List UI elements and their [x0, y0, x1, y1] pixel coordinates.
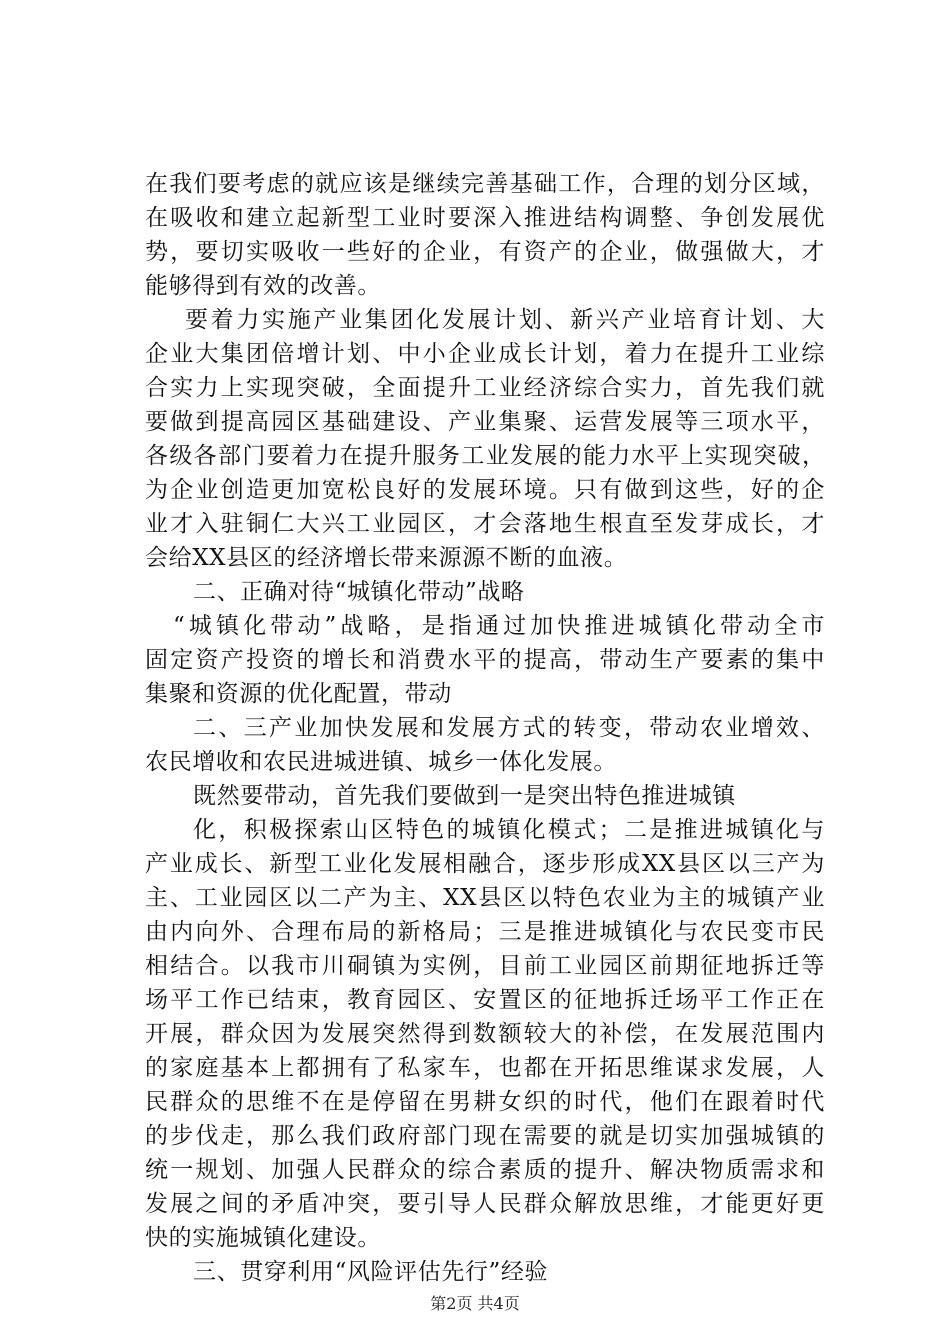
text-line: 的家庭基本上都拥有了私家车，也都在开拓思维谋求发展，人: [145, 1055, 825, 1081]
text-line: 势，要切实吸收一些好的企业，有资产的企业，做强做大，才: [145, 239, 825, 265]
text-line: 能够得到有效的改善。: [145, 273, 381, 299]
paragraph-start-line: 二、三产业加快发展和发展方式的转变，带动农业增效、: [193, 715, 825, 741]
paragraph-start-line: 要着力实施产业集团化发展计划、新兴产业培育计划、大: [185, 307, 825, 333]
text-line: 合实力上实现突破，全面提升工业经济综合实力，首先我们就: [145, 375, 825, 401]
text-line: 农民增收和农民进城进镇、城乡一体化发展。: [145, 749, 617, 775]
text-line: 快的实施城镇化建设。: [145, 1225, 381, 1251]
text-line: 的步伐走，那么我们政府部门现在需要的就是切实加强城镇的: [145, 1123, 825, 1149]
text-line: 集聚和资源的优化配置，带动: [145, 681, 452, 707]
text-line: 要做到提高园区基础建设、产业集聚、运营发展等三项水平，: [145, 409, 825, 435]
section-heading: 二、正确对待“城镇化带动”战略: [193, 579, 525, 605]
text-line: 开展，群众因为发展突然得到数额较大的补偿，在发展范围内: [145, 1021, 825, 1047]
text-line: 民群众的思维不在是停留在男耕女织的时代，他们在跟着时代: [145, 1089, 825, 1115]
text-line: 在我们要考虑的就应该是继续完善基础工作，合理的划分区域，: [145, 171, 825, 197]
page-number-footer: 第2页 共4页: [430, 1294, 520, 1313]
paragraph-start-line: 既然要带动，首先我们要做到一是突出特色推进城镇: [193, 783, 736, 809]
text-line: 场平工作已结束，教育园区、安置区的征地拆迁场平工作正在: [145, 987, 825, 1013]
text-line: 由内向外、合理布局的新格局；三是推进城镇化与农民变市民: [145, 919, 825, 945]
text-line: 业才入驻铜仁大兴工业园区，才会落地生根直至发芽成长，才: [145, 511, 825, 537]
text-line: 统一规划、加强人民群众的综合素质的提升、解决物质需求和: [145, 1157, 825, 1183]
text-line: 化，积极探索山区特色的城镇化模式；二是推进城镇化与: [193, 817, 825, 843]
text-line: 在吸收和建立起新型工业时要深入推进结构调整、争创发展优: [145, 205, 825, 231]
section-heading: 三、贯穿利用“风险评估先行”经验: [193, 1259, 549, 1285]
paragraph-start-line: “城镇化带动”战略，是指通过加快推进城镇化带动全市: [173, 613, 825, 639]
text-line: 固定资产投资的增长和消费水平的提高，带动生产要素的集中: [145, 647, 825, 673]
text-line: 各级各部门要着力在提升服务工业发展的能力水平上实现突破，: [145, 443, 825, 469]
text-line: 企业大集团倍增计划、中小企业成长计划，着力在提升工业综: [145, 341, 825, 367]
text-line: 为企业创造更加宽松良好的发展环境。只有做到这些，好的企: [145, 477, 825, 503]
text-line: 会给XX县区的经济增长带来源源不断的血液。: [145, 545, 628, 571]
text-line: 发展之间的矛盾冲突，要引导人民群众解放思维，才能更好更: [145, 1191, 825, 1217]
text-line: 产业成长、新型工业化发展相融合，逐步形成XX县区以三产为: [145, 851, 825, 877]
text-line: 相结合。以我市川硐镇为实例，目前工业园区前期征地拆迁等: [145, 953, 825, 979]
text-line: 主、工业园区以二产为主、XX县区以特色农业为主的城镇产业: [145, 885, 825, 911]
